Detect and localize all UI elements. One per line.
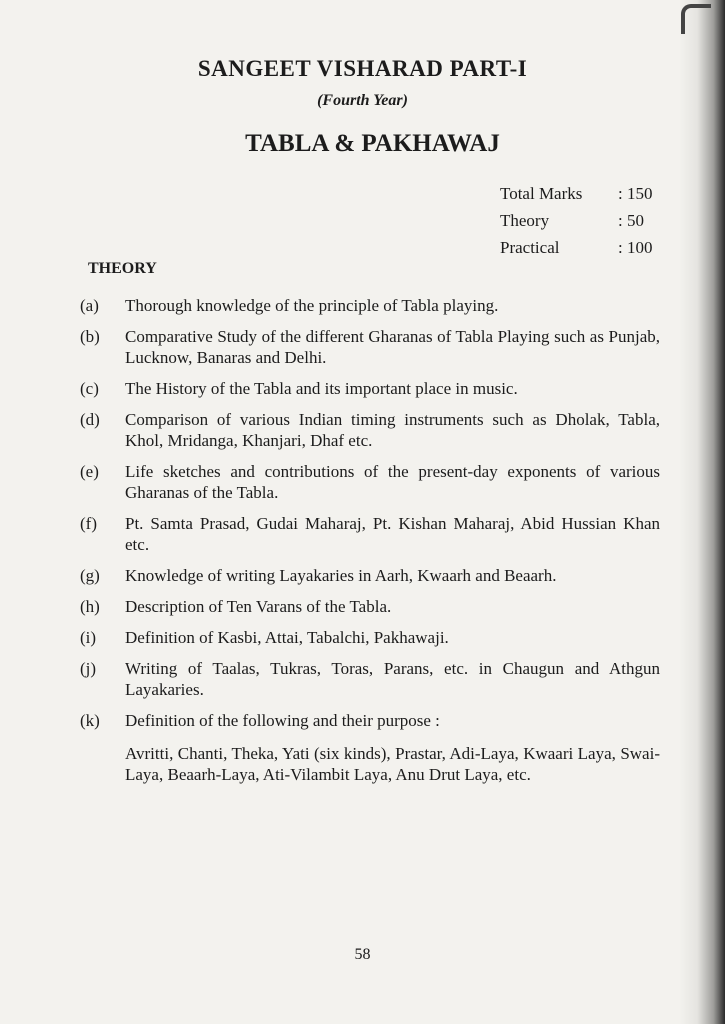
list-item-text-block [125,710,660,785]
marks-label: Practical [500,238,560,257]
subject-heading: TABLA & PAKHAWAJ [245,130,500,157]
list-item-text: The History of the Tabla and its important place in music. [125,379,518,398]
document-subtitle: (Fourth Year) [317,92,408,109]
list-item-text: Knowledge of writing Layakaries in Aarh, Kwaarh and Beaarh. [125,566,557,585]
list-item-marker: (i) [80,628,97,647]
list-item [80,710,660,785]
list-item-text: Definition of the following and their purpose : [125,711,440,730]
list-item [80,565,660,586]
list-item-marker: (h) [80,597,100,616]
marks-value: : 150 [618,184,653,203]
list-item-marker: (j) [80,659,97,678]
list-item [80,326,660,368]
list-item-text: Definition of Kasbi, Attai, Tabalchi, Pakhawaji. [125,628,449,647]
list-item-text: Description of Ten Varans of the Tabla. [125,597,392,616]
list-item-marker: (g) [80,566,100,585]
list-item [80,409,660,451]
marks-label: Theory [500,211,550,230]
list-item-marker: (c) [80,379,99,398]
list-item-text: Pt. Samta Prasad, Gudai Maharaj, Pt. Kishan Maharaj, Abid Hussian Khan etc. [125,514,660,554]
section-title-theory: THEORY [88,260,157,277]
book-spine-edge [681,4,711,34]
list-item-marker: (a) [80,296,99,315]
list-item-subtext: Avritti, Chanti, Theka, Yati (six kinds), Prastar, Adi-Laya, Kwaari Laya, Swai-Laya, Beaarh-Laya, Ati-Vilambit Laya, Anu Drut Laya, etc. [125,744,660,784]
list-item-marker: (e) [80,462,99,481]
marks-row-practical [500,234,670,261]
list-item [80,627,660,648]
list-item-text: Life sketches and contributions of the present-day exponents of various Gharanas of the Tabla. [125,462,660,502]
marks-row-total [500,180,670,207]
list-item-text: Comparison of various Indian timing instruments such as Dholak, Tabla, Khol, Mridanga, Khanjari, Dhaf etc. [125,410,660,450]
list-item-marker: (f) [80,514,97,533]
list-item [80,461,660,503]
list-item-marker: (d) [80,410,100,429]
marks-row-theory [500,207,670,234]
list-item-marker: (b) [80,327,100,346]
marks-value: : 100 [618,238,653,257]
document-title: SANGEET VISHARAD PART-I [197,56,528,81]
list-item [80,378,660,399]
syllabus-list [80,295,660,795]
list-item [80,596,660,617]
list-item-text: Thorough knowledge of the principle of Tabla playing. [125,296,499,315]
list-item [80,295,660,316]
marks-label: Total Marks [500,184,583,203]
list-item-text: Writing of Taalas, Tukras, Toras, Parans, etc. in Chaugun and Athgun Layakaries. [125,659,660,699]
list-item-marker: (k) [80,711,100,730]
list-item [80,513,660,555]
marks-table [500,180,670,261]
list-item-text: Comparative Study of the different Gharanas of Tabla Playing such as Punjab, Lucknow, Banaras and Delhi. [125,327,660,367]
page-number: 58 [354,946,371,963]
list-item [80,658,660,700]
marks-value: : 50 [618,211,644,230]
